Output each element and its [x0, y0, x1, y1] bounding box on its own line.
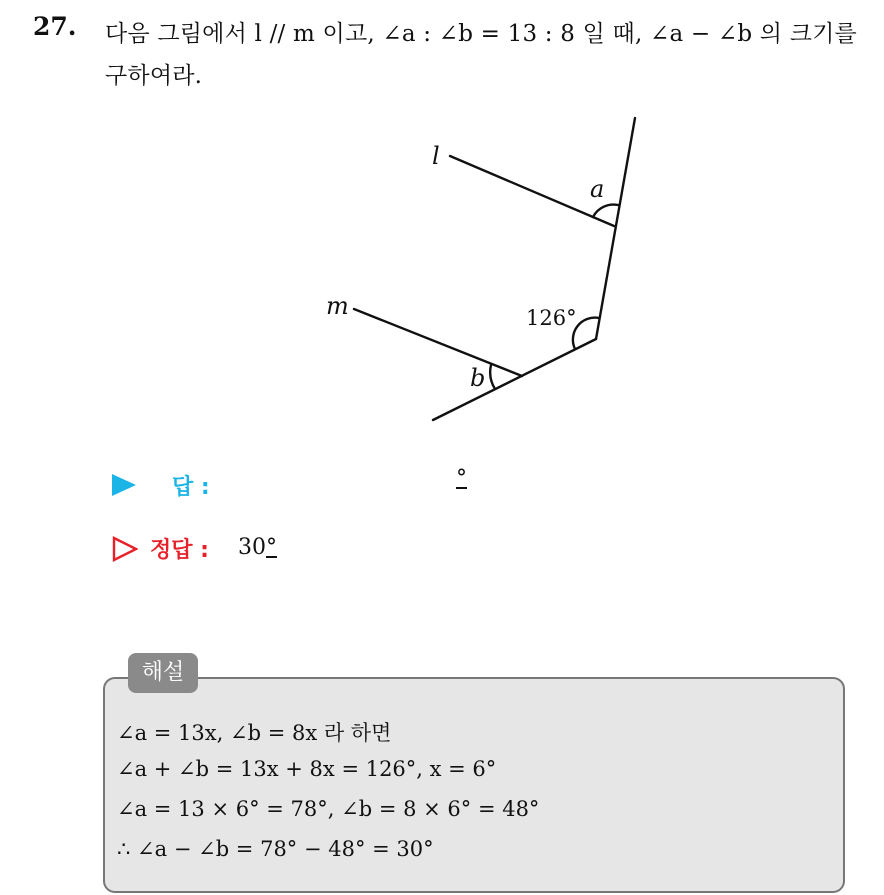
answer-row	[112, 466, 512, 500]
answer-unit: °	[456, 466, 467, 491]
explanation-line-1: ∠a = 13x, ∠b = 8x 라 하면	[117, 721, 392, 745]
label-126: 126°	[526, 306, 577, 330]
angle-arc-a	[593, 205, 618, 217]
triangle-filled-icon	[112, 474, 136, 496]
transversal-upper	[596, 118, 635, 339]
question-number: 27.	[33, 12, 77, 41]
correct-answer-label: 정답 :	[150, 538, 209, 563]
correct-answer-row	[112, 532, 512, 566]
line-m	[354, 309, 522, 376]
label-l: l	[432, 142, 440, 170]
correct-answer-value: 30°	[238, 535, 277, 560]
question-text-line-1: 다음 그림에서 l // m 이고, ∠a : ∠b = 13 : 8 일 때, ∠a − ∠b 의 크기를	[105, 21, 857, 47]
question-text-line-2: 구하여라.	[105, 63, 203, 89]
label-m: m	[326, 292, 349, 320]
triangle-outline-icon	[112, 536, 138, 562]
explanation-line-4: ∴ ∠a − ∠b = 78° − 48° = 30°	[117, 837, 434, 861]
label-a: a	[590, 175, 605, 203]
angle-arc-b	[490, 365, 495, 389]
explanation-line-3: ∠a = 13 × 6° = 78°, ∠b = 8 × 6° = 48°	[117, 797, 540, 821]
label-b: b	[470, 364, 486, 392]
explanation-line-2: ∠a + ∠b = 13x + 8x = 126°, x = 6°	[117, 757, 497, 781]
answer-label: 답 :	[172, 475, 210, 500]
explanation-tab: 해설	[128, 653, 198, 693]
